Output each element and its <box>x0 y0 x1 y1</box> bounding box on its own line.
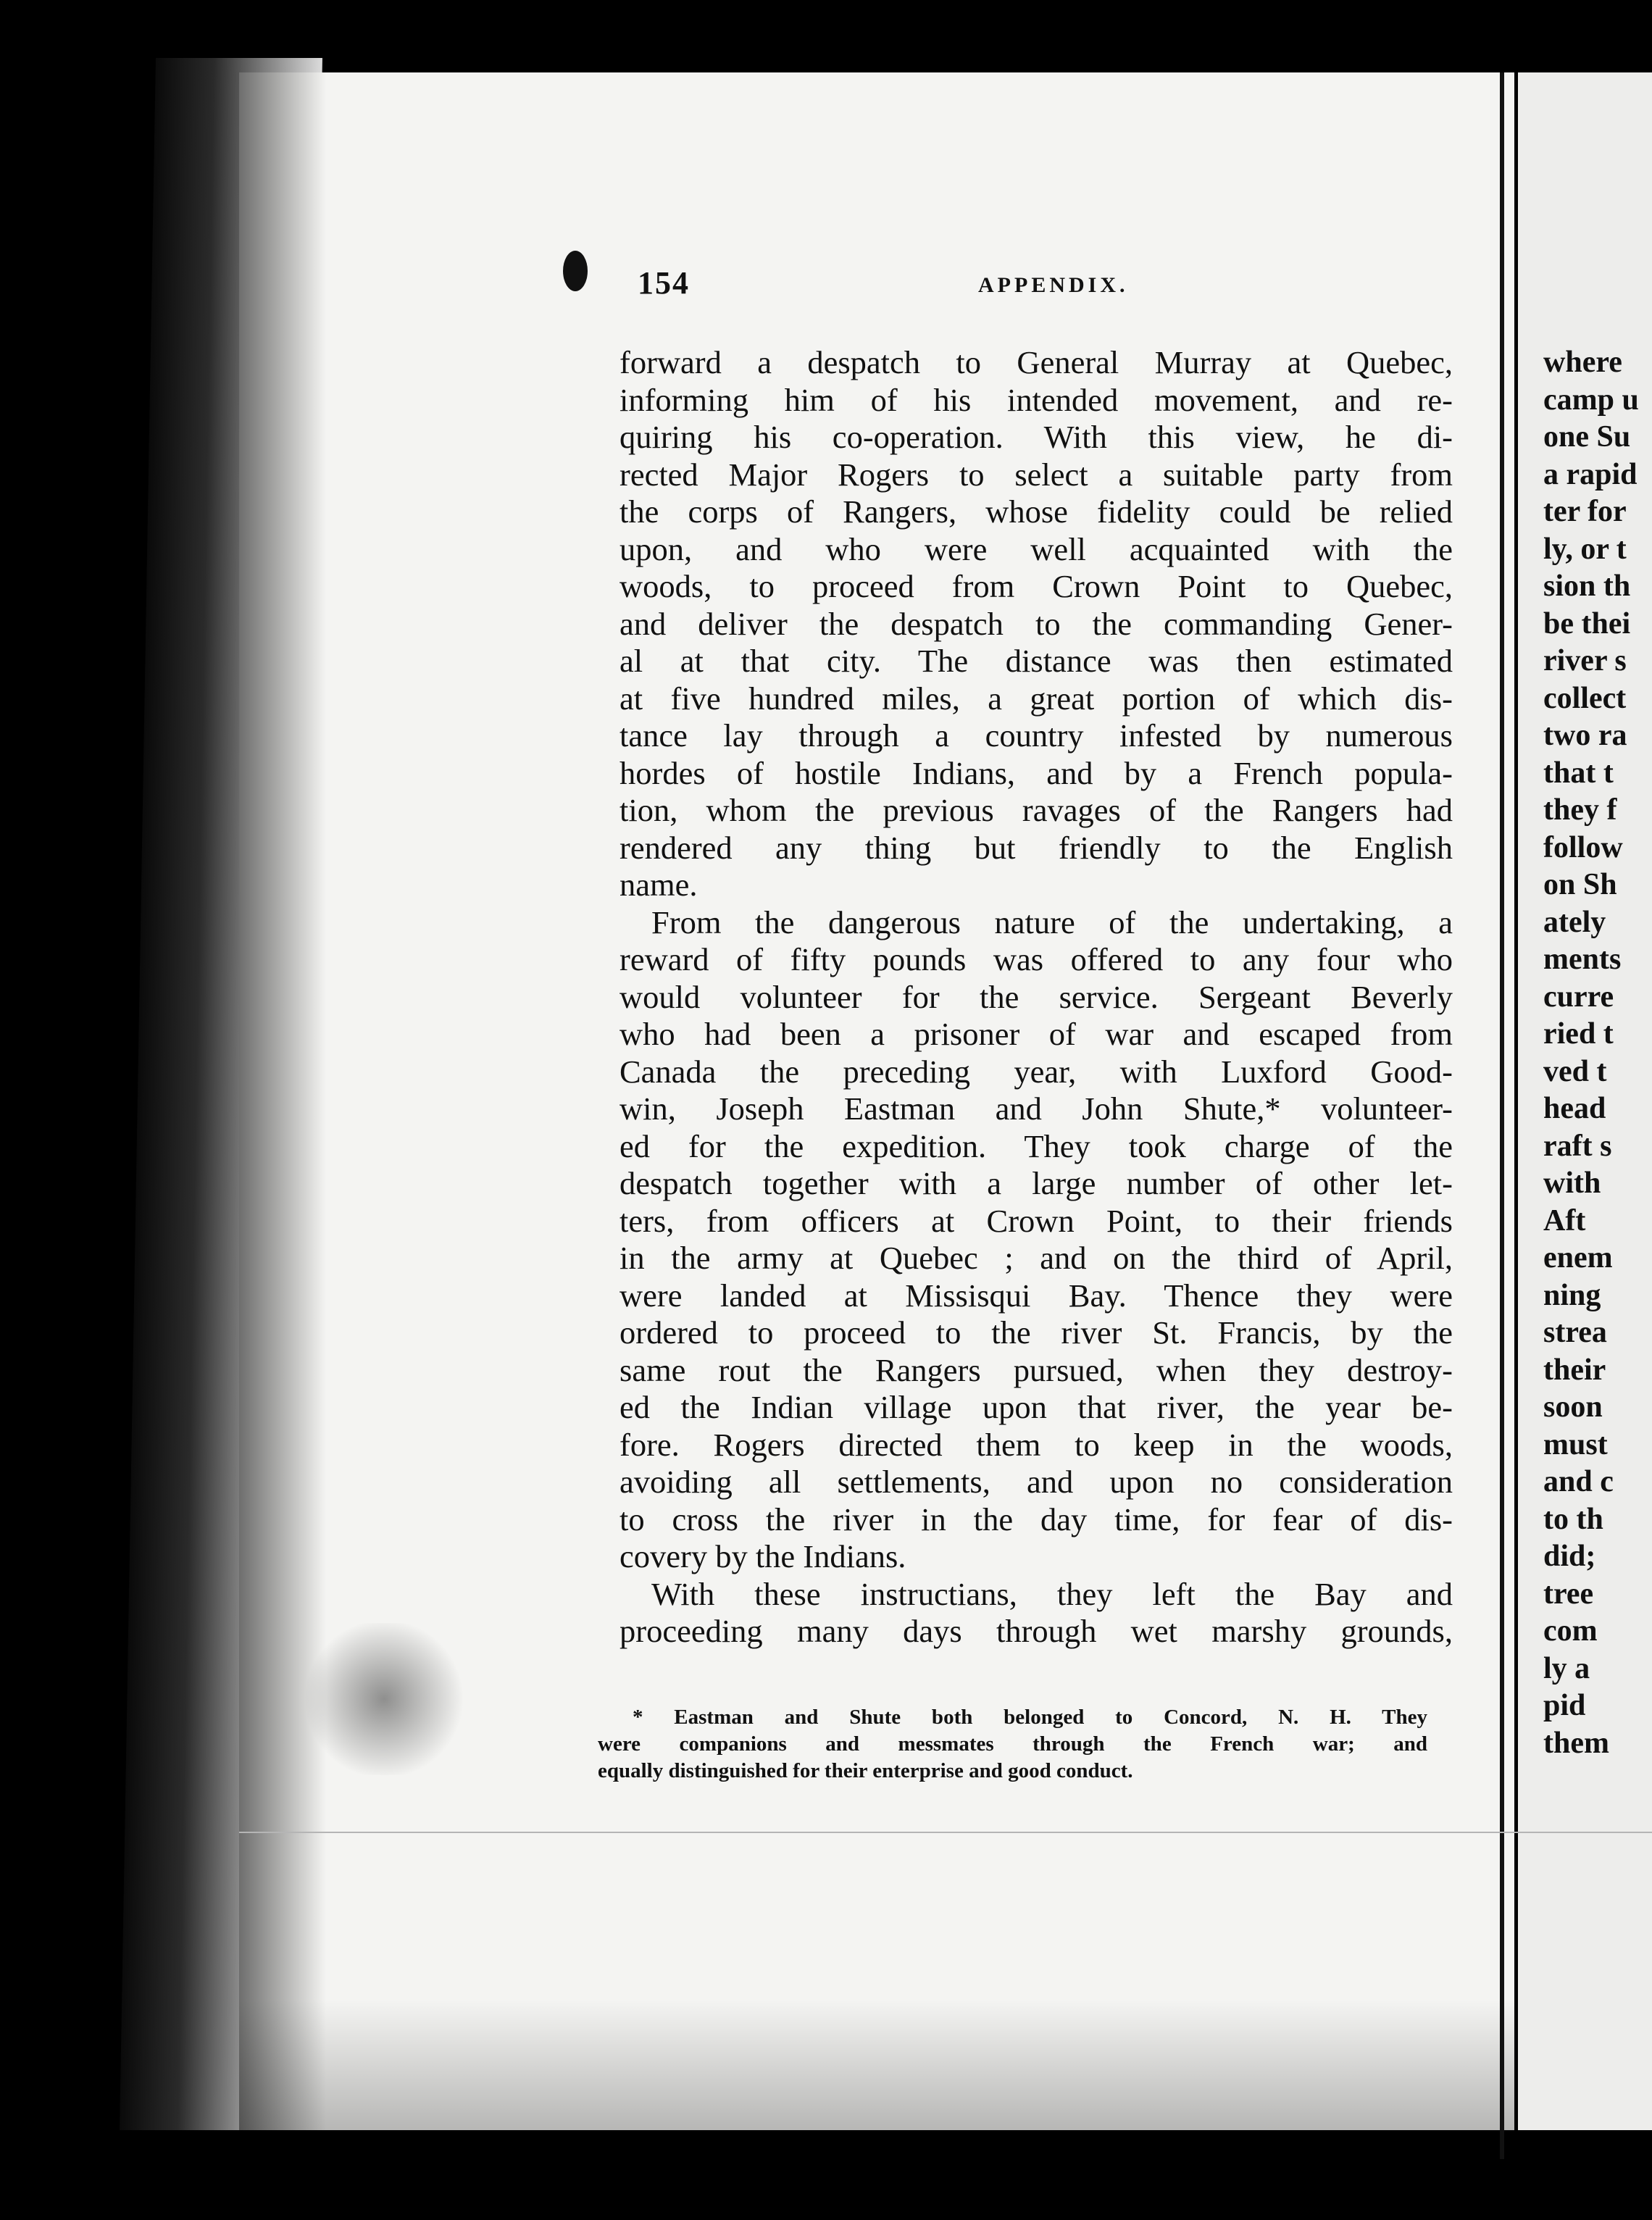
text-line: tion, whom the previous ravages of the Rangers had <box>620 792 1453 828</box>
text-line: woods, to proceed from Crown Point to Quebec, <box>620 568 1453 604</box>
facing-line: river s <box>1543 644 1627 677</box>
facing-line: they f <box>1543 793 1617 827</box>
text-line: who had been a prisoner of war and escaped from <box>620 1016 1453 1052</box>
facing-line: ly a <box>1543 1651 1590 1685</box>
facing-line: on Sh <box>1543 868 1617 901</box>
facing-line: with <box>1543 1167 1601 1200</box>
text-line: name. <box>620 867 698 903</box>
text-line: avoiding all settlements, and upon no consideration <box>620 1464 1453 1500</box>
facing-line: that t <box>1543 756 1614 790</box>
text-line: ed the Indian village upon that river, the year be- <box>620 1389 1453 1425</box>
page-header <box>638 264 1464 308</box>
facing-line: Aft <box>1543 1203 1586 1238</box>
facing-line: raft s <box>1543 1129 1612 1163</box>
text-line: tance lay through a country infested by numerous <box>620 717 1453 754</box>
text-line: despatch together with a large number of other let- <box>620 1165 1453 1201</box>
text-line: the corps of Rangers, whose fidelity could be relied <box>620 493 1453 530</box>
facing-line: tree <box>1543 1577 1594 1611</box>
text-line: and deliver the despatch to the commanding Gener- <box>620 605 1453 642</box>
facing-line: ately <box>1543 905 1606 939</box>
facing-line: ly, or t <box>1543 532 1627 566</box>
footnote-line: were companions and messmates through the French war; and <box>598 1732 1427 1756</box>
facing-line: be thei <box>1543 606 1631 640</box>
text-line: to cross the river in the day time, for fear of dis- <box>620 1501 1453 1537</box>
text-line: Canada the preceding year, with Luxford Good- <box>620 1053 1453 1090</box>
facing-line: head <box>1543 1092 1606 1125</box>
facing-line: ried t <box>1543 1017 1614 1051</box>
text-line: hordes of hostile Indians, and by a French popula- <box>620 754 1453 791</box>
facing-line: pid <box>1543 1689 1586 1722</box>
text-line: win, Joseph Eastman and John Shute,* volunteer- <box>620 1090 1453 1127</box>
text-line: rected Major Rogers to select a suitable party from <box>620 456 1453 493</box>
text-line: at five hundred miles, a great portion of which dis- <box>620 680 1453 717</box>
running-head: APPENDIX. <box>978 273 1129 297</box>
facing-line: to th <box>1543 1502 1603 1536</box>
text-line: From the dangerous nature of the undertaking, a <box>651 904 1453 940</box>
facing-line: ments <box>1543 943 1622 976</box>
text-line: were landed at Missisqui Bay. Thence they were <box>620 1277 1453 1314</box>
text-line: would volunteer for the service. Sergeant Beverly <box>620 978 1453 1015</box>
facing-line: curre <box>1543 980 1614 1014</box>
text-line: reward of fifty pounds was offered to any four who <box>620 941 1453 977</box>
facing-line: and c <box>1543 1465 1614 1498</box>
footnote-line: * Eastman and Shute both belonged to Concord, N. H. They <box>633 1706 1427 1729</box>
footnote <box>598 1704 1427 1785</box>
paper-stain <box>304 1623 464 1775</box>
page-fold <box>1500 72 1504 2159</box>
text-line: fore. Rogers directed them to keep in the woods, <box>620 1426 1453 1463</box>
facing-line: a rapid <box>1543 457 1638 491</box>
facing-line: where <box>1543 346 1622 379</box>
page-bottom-shadow <box>239 2000 1514 2130</box>
facing-line: ved t <box>1543 1054 1607 1088</box>
text-line: forward a despatch to General Murray at Quebec, <box>620 344 1453 380</box>
text-line: With these instructians, they left the Bay and <box>651 1575 1453 1612</box>
page-shadow <box>239 72 326 2130</box>
facing-line: one Su <box>1543 420 1631 454</box>
facing-line: soon <box>1543 1390 1603 1424</box>
facing-line: enem <box>1543 1241 1613 1274</box>
body-text <box>620 344 1453 1651</box>
text-line: al at that city. The distance was then estimated <box>620 643 1453 679</box>
facing-page-text <box>1543 344 1652 1762</box>
footnote-line: equally distinguished for their enterprise and good conduct. <box>598 1759 1133 1782</box>
facing-line: collect <box>1543 681 1627 715</box>
facing-line: their <box>1543 1353 1606 1387</box>
page-number: 154 <box>638 265 690 301</box>
facing-line: camp u <box>1543 383 1639 417</box>
facing-line: them <box>1543 1726 1609 1760</box>
facing-line: ning <box>1543 1278 1601 1312</box>
scan-line <box>239 1832 1652 1833</box>
text-line: in the army at Quebec ; and on the third of April, <box>620 1240 1453 1276</box>
facing-line: com <box>1543 1614 1598 1648</box>
text-line: ters, from officers at Crown Point, to their friends <box>620 1202 1453 1239</box>
text-line: rendered any thing but friendly to the English <box>620 829 1453 866</box>
facing-line: strea <box>1543 1316 1607 1349</box>
ink-blot <box>563 251 588 291</box>
facing-line: two ra <box>1543 719 1627 752</box>
facing-line: follow <box>1543 830 1623 864</box>
text-line: covery by the Indians. <box>620 1538 906 1574</box>
facing-line: sion th <box>1543 569 1631 603</box>
facing-line: must <box>1543 1427 1608 1461</box>
text-line: proceeding many days through wet marshy grounds, <box>620 1613 1453 1649</box>
text-line: informing him of his intended movement, and re- <box>620 381 1453 418</box>
text-line: upon, and who were well acquainted with the <box>620 530 1453 567</box>
facing-line: did; <box>1543 1540 1596 1573</box>
text-line: quiring his co-operation. With this view, he di- <box>620 419 1453 455</box>
text-line: same rout the Rangers pursued, when they destroy- <box>620 1351 1453 1388</box>
text-line: ed for the expedition. They took charge of the <box>620 1127 1453 1164</box>
facing-line: ter for <box>1543 495 1627 528</box>
text-line: ordered to proceed to the river St. Francis, by the <box>620 1314 1453 1351</box>
